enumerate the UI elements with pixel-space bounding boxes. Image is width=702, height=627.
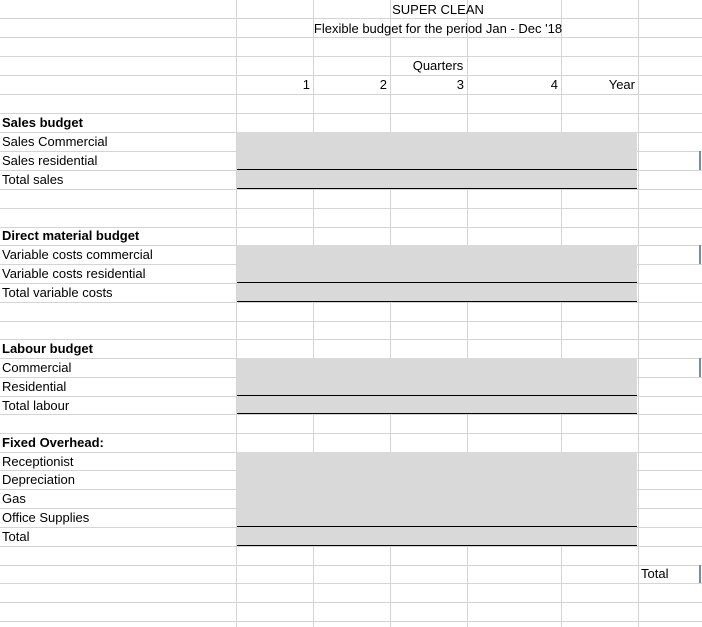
row-label: Total labour	[2, 398, 70, 413]
row-label: Variable costs commercial	[2, 247, 153, 262]
sales-input-block[interactable]	[237, 132, 637, 170]
total-label: Total	[641, 566, 669, 581]
quarter-1-header: 1	[302, 77, 310, 92]
material-input-block[interactable]	[237, 245, 637, 283]
selection-edge	[699, 245, 701, 264]
row-label: Residential	[2, 379, 67, 394]
budget-subtitle: Flexible budget for the period Jan - Dec '18	[313, 21, 563, 36]
sales-total-block[interactable]	[237, 170, 637, 189]
gridline	[0, 565, 702, 566]
row-label: Gas	[2, 491, 26, 506]
gridline	[0, 18, 702, 19]
gridline	[0, 433, 702, 434]
row-label: Depreciation	[2, 472, 75, 487]
border-line	[237, 301, 637, 302]
row-label: Total variable costs	[2, 285, 113, 300]
gridline	[0, 189, 702, 190]
gridline	[0, 321, 702, 322]
row-label: Variable costs residential	[2, 266, 146, 281]
border-line	[237, 526, 637, 527]
gridline	[0, 339, 702, 340]
material-section-title: Direct material budget	[2, 228, 140, 243]
labour-section-title: Labour budget	[2, 341, 93, 356]
gridline	[0, 302, 702, 303]
row-label: Receptionist	[2, 454, 74, 469]
sales-section-title: Sales budget	[2, 115, 83, 130]
gridline	[0, 621, 702, 622]
material-total-block[interactable]	[237, 283, 637, 302]
gridline	[0, 113, 702, 114]
quarter-2-header: 2	[379, 77, 387, 92]
overhead-total-block[interactable]	[237, 527, 637, 546]
labour-total-block[interactable]	[237, 396, 637, 414]
gridline	[0, 583, 702, 584]
row-label: Sales residential	[2, 153, 98, 168]
quarter-4-header: 4	[550, 77, 558, 92]
border-line	[237, 169, 637, 170]
gridline	[0, 208, 702, 209]
selection-edge	[699, 358, 701, 377]
gridline	[0, 602, 702, 603]
row-label: Total	[2, 529, 30, 544]
row-label: Office Supplies	[2, 510, 90, 525]
quarter-3-header: 3	[456, 77, 464, 92]
border-line	[237, 545, 637, 546]
gridline	[0, 94, 702, 95]
company-title: SUPER CLEAN	[392, 2, 484, 17]
gridline	[0, 546, 702, 547]
overhead-input-block[interactable]	[237, 452, 637, 527]
quarters-label: Quarters	[412, 58, 464, 73]
border-line	[237, 395, 637, 396]
row-label: Commercial	[2, 360, 72, 375]
border-line	[237, 282, 637, 283]
gridline	[638, 0, 639, 627]
selection-edge	[699, 565, 701, 583]
labour-input-block[interactable]	[237, 358, 637, 396]
gridline	[0, 414, 702, 415]
gridline	[0, 56, 702, 57]
border-line	[237, 188, 637, 189]
row-label: Sales Commercial	[2, 134, 108, 149]
selection-edge	[699, 151, 701, 170]
row-label: Total sales	[2, 172, 64, 187]
year-header: Year	[608, 77, 635, 92]
overhead-section-title: Fixed Overhead:	[2, 435, 104, 450]
border-line	[237, 413, 637, 414]
